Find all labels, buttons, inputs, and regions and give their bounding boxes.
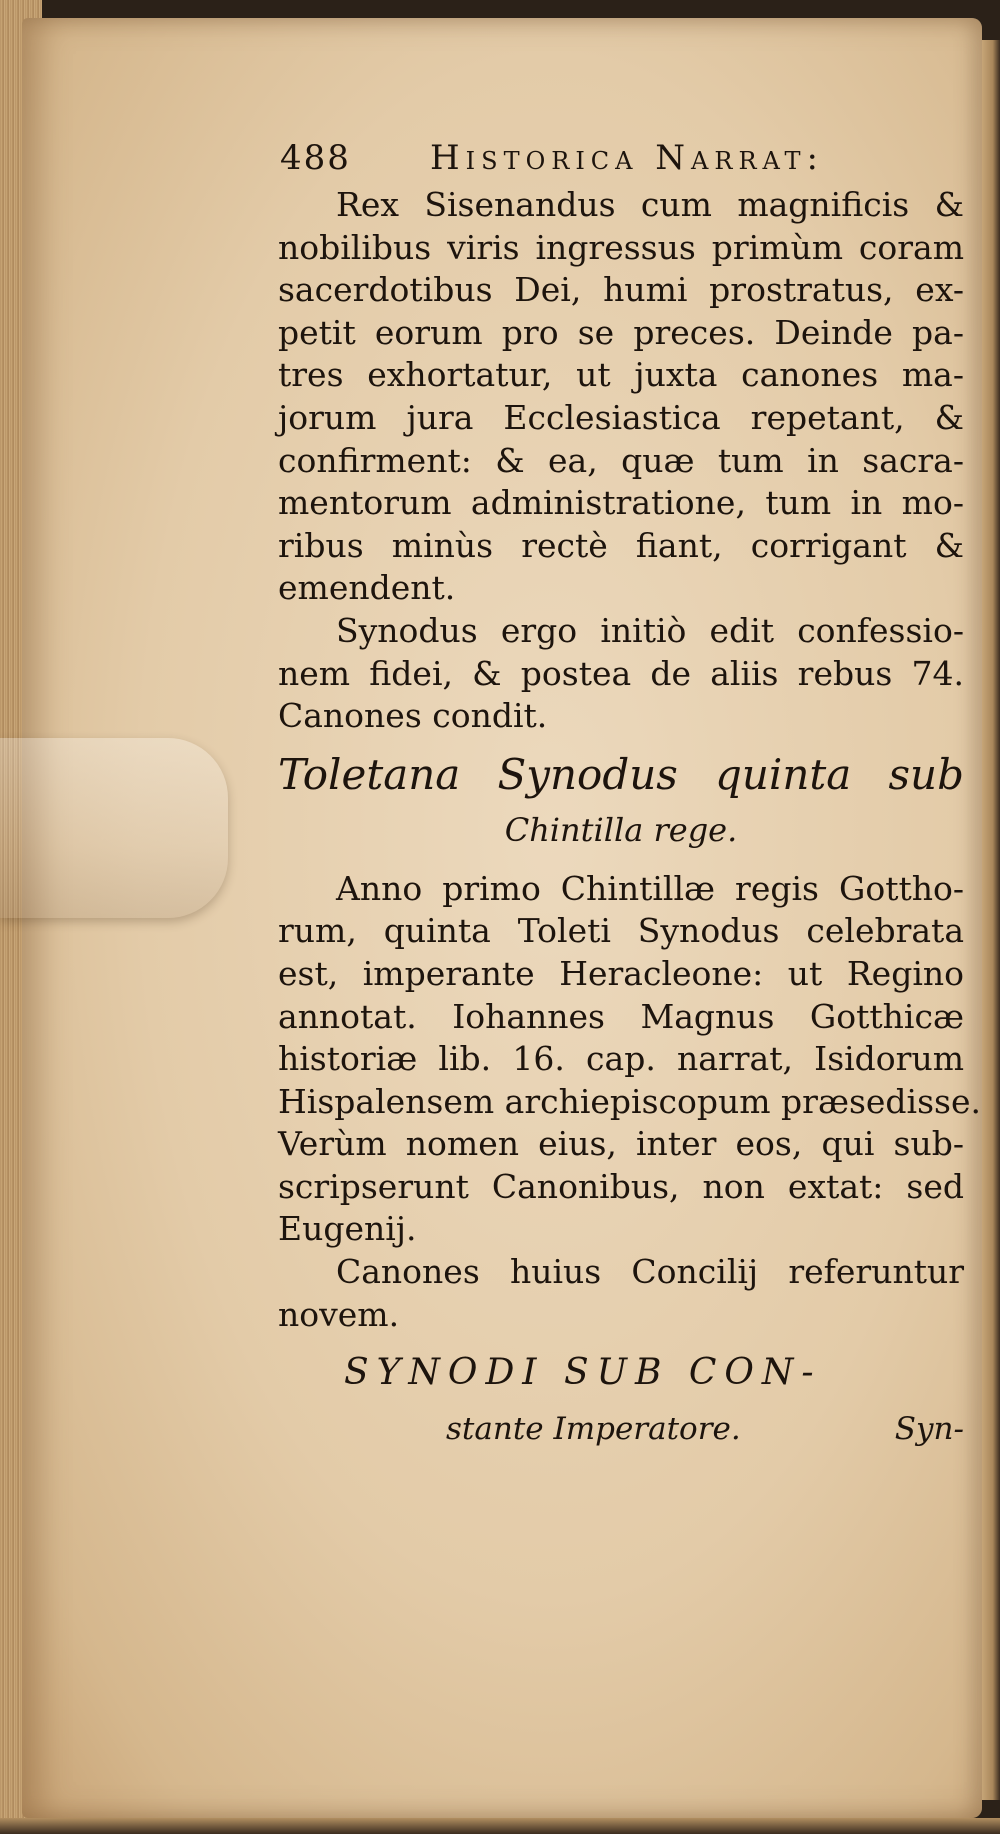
section-heading-1: Toletana Synodus quinta sub (278, 749, 964, 799)
page-header (278, 130, 978, 184)
paragraph-4 (278, 1251, 978, 1336)
paragraph-3 (278, 868, 981, 1251)
text-line: tres exhortatur, ut juxta canones ma- (278, 355, 964, 395)
text-line: historiæ lib. 16. cap. narrat, Isidorum (278, 1039, 964, 1079)
text-line: Hispalensem archiepiscopum præsedisse. (278, 1081, 981, 1121)
catchword: Syn- (894, 1411, 964, 1448)
text-line: Verùm nomen eius, inter eos, qui sub- (278, 1124, 964, 1164)
section-heading-2-subline (278, 1402, 964, 1456)
text-line: Anno primo Chintillæ regis Gottho- (336, 868, 964, 908)
text-line: nem fidei, & postea de aliis rebus 74. (278, 653, 964, 693)
text-line: rum, quinta Toleti Synodus celebrata (278, 911, 964, 951)
text-line: sacerdotibus Dei, humi prostratus, ex- (278, 270, 964, 310)
section-heading-2: SYNODI SUB CON- (344, 1352, 822, 1394)
text-line: emendent. (278, 568, 456, 608)
paragraph-2 (278, 610, 978, 738)
page-number: 488 (280, 138, 351, 178)
text-line: Eugenij. (278, 1209, 417, 1249)
text-line: nobilibus viris ingressus primùm coram (278, 227, 964, 267)
text-line: Rex Sisenandus cum magnificis & (336, 185, 964, 224)
bookmark-tab (0, 738, 228, 918)
text-block (278, 130, 981, 1456)
right-page-edge (982, 40, 1000, 1800)
text-line: novem. (278, 1294, 400, 1334)
text-line: Canones huius Concilij referuntur (336, 1252, 964, 1292)
text-line: confirment: & ea, quæ tum in sacra- (278, 440, 964, 480)
text-line: ribus minùs rectè fiant, corrigant & (278, 525, 964, 565)
section-heading-1-subline: Chintilla rege. (504, 810, 738, 849)
text-line: est, imperante Heracleone: ut Regino (278, 953, 964, 993)
text-line: mentorum administratione, tum in mo- (278, 483, 964, 523)
text-line: jorum jura Ecclesiastica repetant, & (278, 397, 964, 437)
paragraph-1 (278, 184, 978, 610)
text-line: scripserunt Canonibus, non extat: sed (278, 1166, 964, 1206)
section-heading-2-tail: stante Imperatore. (446, 1411, 741, 1448)
bottom-page-edge (0, 1818, 1000, 1834)
text-line: annotat. Iohannes Magnus Gotthicæ (278, 996, 964, 1036)
text-line: Synodus ergo initiò edit confessio- (336, 610, 964, 650)
text-line: Canones condit. (278, 696, 548, 736)
running-head: Historica Narrat: (430, 138, 825, 178)
text-line: petit eorum pro se preces. Deinde pa- (278, 312, 964, 352)
